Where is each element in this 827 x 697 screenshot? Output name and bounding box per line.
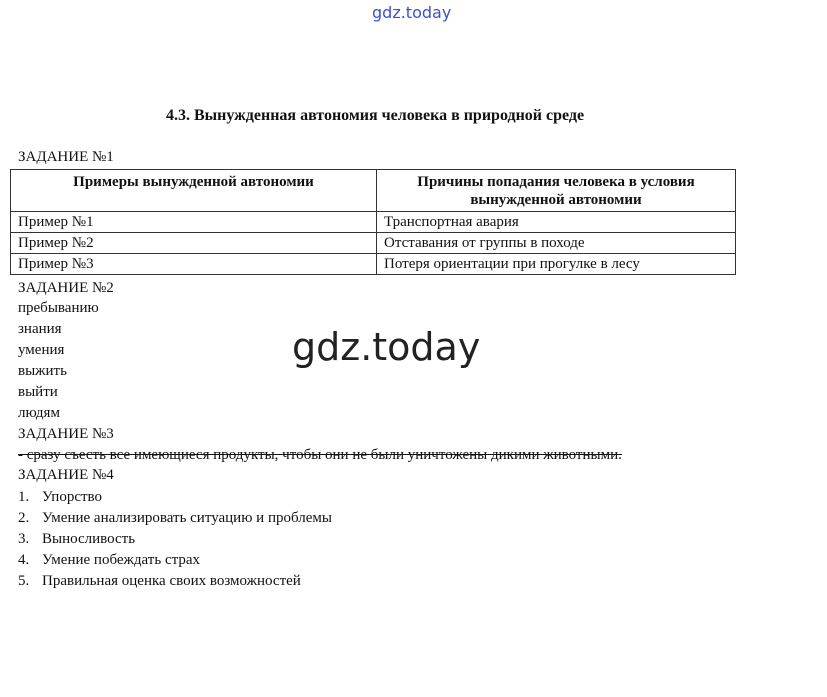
list-number: 3. — [18, 531, 30, 547]
list-number: 2. — [18, 510, 30, 526]
section-title: 4.3. Вынужденная автономия человека в природной среде — [166, 107, 585, 124]
list-item — [18, 487, 332, 508]
table-cell-reason: Отставания от группы в походе — [377, 233, 736, 254]
list-item — [18, 529, 332, 550]
table-row — [11, 212, 736, 233]
list-item — [18, 571, 332, 592]
table-cell-example: Пример №2 — [11, 233, 377, 254]
watermark-logo: gdz.today — [372, 3, 452, 22]
task1-label: ЗАДАНИЕ №1 — [18, 149, 114, 165]
list-number: 4. — [18, 552, 30, 568]
list-item: умения — [18, 342, 65, 358]
list-item — [18, 508, 332, 529]
table-cell-example: Пример №1 — [11, 212, 377, 233]
list-text: Умение побеждать страх — [42, 552, 200, 568]
task3-answer: - сразу съесть все имеющиеся продукты, чтобы они не были уничтожены дикими животными. — [18, 447, 622, 463]
list-text: Умение анализировать ситуацию и проблемы — [42, 510, 332, 526]
table-cell-reason: Транспортная авария — [377, 212, 736, 233]
list-item: выжить — [18, 363, 67, 379]
task2-word-list — [18, 298, 99, 424]
table-header-examples: Примеры вынужденной автономии — [11, 170, 377, 212]
list-text: Выносливость — [42, 531, 136, 547]
examples-table — [10, 169, 736, 275]
task4-label: ЗАДАНИЕ №4 — [18, 467, 114, 483]
table-header-row — [11, 170, 736, 212]
task2-label: ЗАДАНИЕ №2 — [18, 280, 114, 296]
list-text: Упорство — [42, 489, 103, 505]
table-cell-reason: Потеря ориентации при прогулке в лесу — [377, 254, 736, 275]
table-row — [11, 254, 736, 275]
list-item: пребыванию — [18, 300, 99, 316]
list-item: выйти — [18, 384, 58, 400]
list-item: людям — [18, 405, 60, 421]
task4-ordered-list — [18, 487, 332, 592]
task3-label: ЗАДАНИЕ №3 — [18, 426, 114, 442]
watermark-center: gdz.today — [292, 325, 481, 369]
list-number: 1. — [18, 489, 30, 505]
list-item: знания — [18, 321, 62, 337]
table-cell-example: Пример №3 — [11, 254, 377, 275]
table-row — [11, 233, 736, 254]
table-header-reasons: Причины попадания человека в условия вынужденной автономии — [377, 170, 736, 212]
list-text: Правильная оценка своих возможностей — [42, 573, 301, 589]
list-number: 5. — [18, 573, 30, 589]
list-item — [18, 550, 332, 571]
